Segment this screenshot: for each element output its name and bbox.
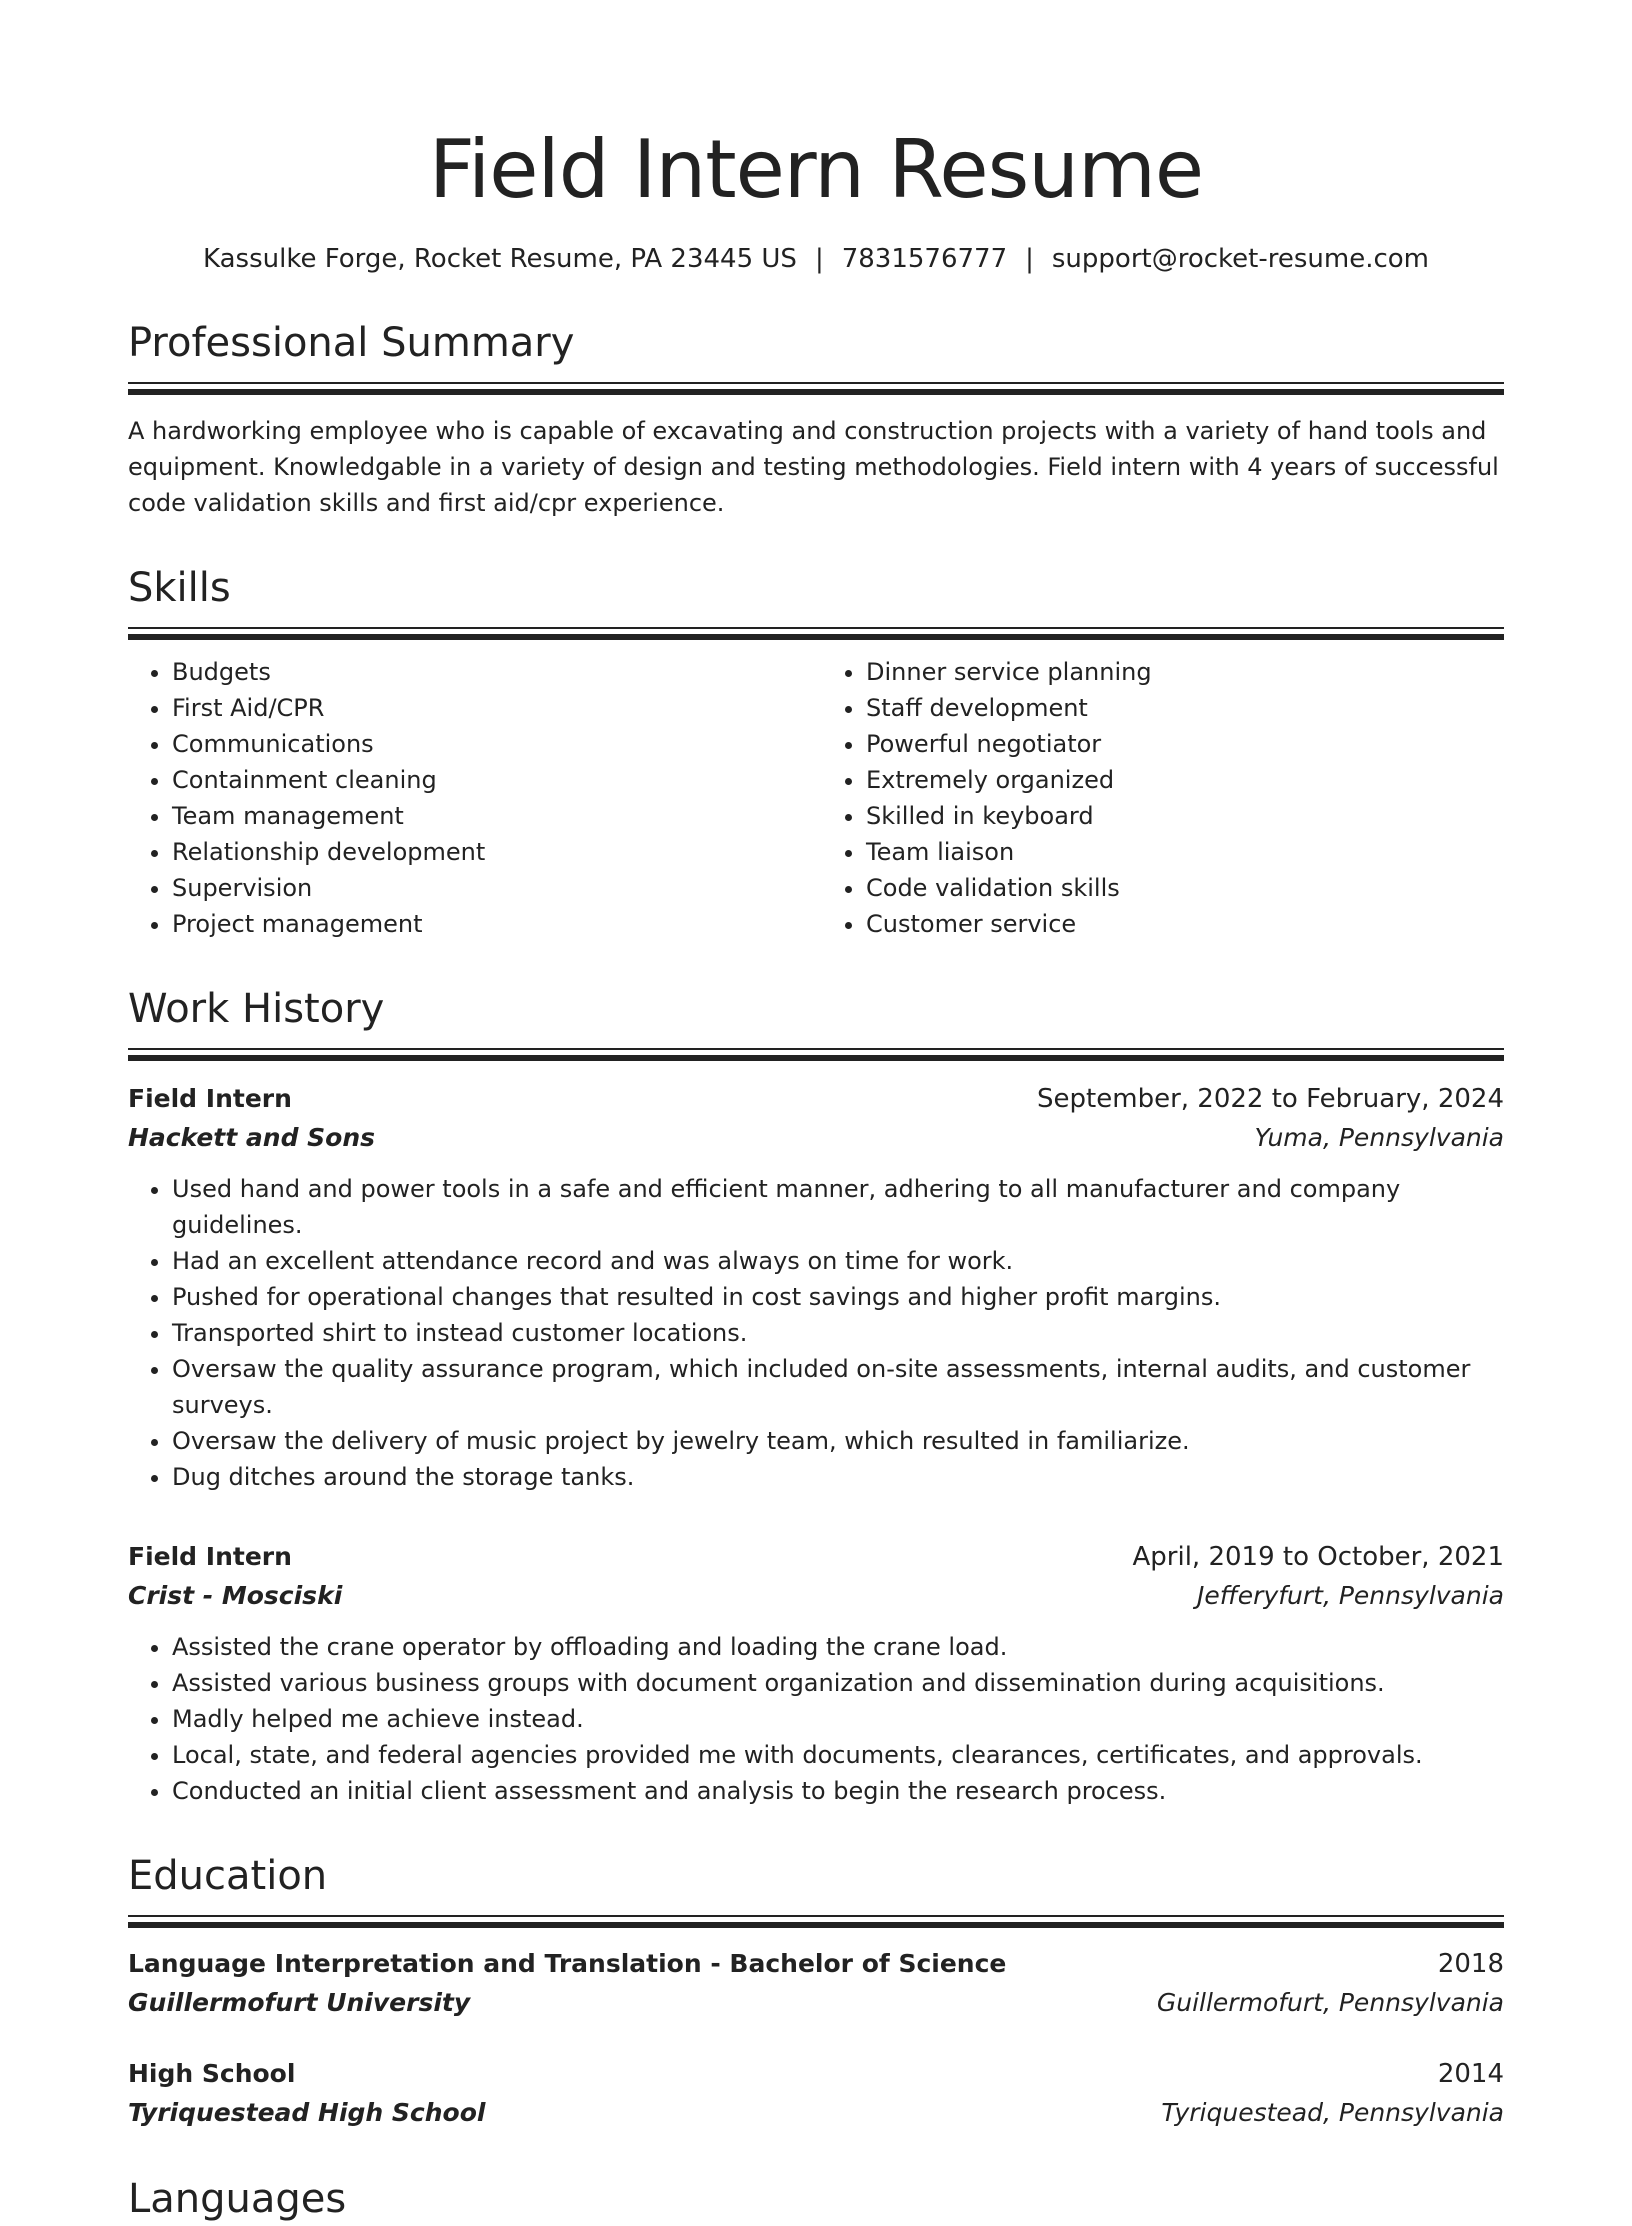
education-entry [128, 2054, 1504, 2132]
education-section [128, 1837, 1504, 2132]
resume-title: Field Intern Resume [428, 123, 1204, 216]
job-bullet: • Transported shirt to instead customer locations. [172, 1315, 1504, 1351]
section-heading: Professional Summary [128, 320, 575, 366]
section-divider [128, 1915, 1504, 1928]
job-bullets [128, 1171, 1504, 1495]
resume-page [128, 0, 1504, 2226]
contact-phone: 7831576777 [841, 244, 1008, 274]
job-location: Jefferyfurt, Pennsylvania [1196, 1581, 1504, 1610]
education-location: Guillermofurt, Pennsylvania [1156, 1988, 1504, 2017]
skill-item: • Containment cleaning [172, 762, 816, 798]
job-bullet: • Pushed for operational changes that resulted in cost savings and higher profit margins. [172, 1279, 1504, 1315]
job-company: Hackett and Sons [128, 1123, 376, 1152]
job-bullet: • Assisted various business groups with document organization and dissemination during acquisitions. [172, 1665, 1504, 1701]
job-bullet: • Oversaw the quality assurance program, which included on-site assessments, internal audits, and customer surveys. [172, 1351, 1504, 1423]
languages-section [128, 2160, 1504, 2226]
skill-item: • Code validation skills [866, 870, 1504, 906]
job-bullet: • Conducted an initial client assessment and analysis to begin the research process. [172, 1773, 1504, 1809]
job-dates: September, 2022 to February, 2024 [1037, 1084, 1504, 1114]
education-location: Tyriquestead, Pennsylvania [1161, 2098, 1504, 2127]
skill-item: • Powerful negotiator [866, 726, 1504, 762]
education-year: 2018 [1437, 1949, 1504, 1979]
skills-list-right [816, 654, 1504, 942]
skill-item: • Customer service [866, 906, 1504, 942]
section-heading: Languages [128, 2176, 347, 2222]
skill-item: • Project management [172, 906, 816, 942]
skill-item: • Extremely organized [866, 762, 1504, 798]
section-divider [128, 1048, 1504, 1061]
skills-section [128, 549, 1504, 942]
skill-item: • Team liaison [866, 834, 1504, 870]
job-bullets [128, 1629, 1504, 1809]
skill-item: • Supervision [172, 870, 816, 906]
job-bullet: • Had an excellent attendance record and was always on time for work. [172, 1243, 1504, 1279]
job-entry [128, 1079, 1504, 1495]
job-bullet: • Local, state, and federal agencies provided me with documents, clearances, certificates, and approvals. [172, 1737, 1504, 1773]
education-degree: Language Interpretation and Translation - Bachelor of Science [128, 1949, 1007, 1978]
job-title: Field Intern [128, 1084, 292, 1113]
section-divider [128, 382, 1504, 395]
summary-text: A hardworking employee who is capable of excavating and construction projects with a variety of hand tools and equipment. Knowledgable in a variety of design and testing methodologies. Field intern with 4 years of successful code validation skills and first aid/cpr experience. [128, 417, 1499, 517]
job-bullet: • Oversaw the delivery of music project by jewelry team, which resulted in familiarize. [172, 1423, 1504, 1459]
job-dates: April, 2019 to October, 2021 [1132, 1542, 1504, 1572]
skill-item: • Skilled in keyboard [866, 798, 1504, 834]
skill-item: • First Aid/CPR [172, 690, 816, 726]
job-bullet: • Used hand and power tools in a safe and efficient manner, adhering to all manufacturer and company guidelines. [172, 1171, 1504, 1243]
education-entry [128, 1944, 1504, 2022]
contact-email: support@rocket-resume.com [1051, 244, 1429, 274]
skills-columns [128, 654, 1504, 942]
skill-item: • Team management [172, 798, 816, 834]
education-school: Guillermofurt University [128, 1988, 471, 2017]
education-degree: High School [128, 2059, 296, 2088]
skill-item: • Staff development [866, 690, 1504, 726]
section-divider [128, 627, 1504, 640]
job-bullet: • Assisted the crane operator by offloading and loading the crane load. [172, 1629, 1504, 1665]
job-company: Crist - Mosciski [128, 1581, 343, 1610]
skill-item: • Relationship development [172, 834, 816, 870]
education-year: 2014 [1437, 2059, 1504, 2089]
contact-address: Kassulke Forge, Rocket Resume, PA 23445 US [203, 244, 797, 274]
professional-summary-section [128, 304, 1504, 521]
contact-line [128, 242, 1504, 276]
education-school: Tyriquestead High School [128, 2098, 486, 2127]
section-heading: Skills [128, 565, 231, 611]
section-heading: Education [128, 1853, 328, 1899]
section-heading: Work History [128, 986, 385, 1032]
work-history-section [128, 970, 1504, 1809]
job-entry [128, 1537, 1504, 1809]
skill-item: • Communications [172, 726, 816, 762]
job-bullet: • Madly helped me achieve instead. [172, 1701, 1504, 1737]
skill-item: • Budgets [172, 654, 816, 690]
skills-list-left [128, 654, 816, 942]
skill-item: • Dinner service planning [866, 654, 1504, 690]
job-location: Yuma, Pennsylvania [1254, 1123, 1504, 1152]
job-title: Field Intern [128, 1542, 292, 1571]
job-bullet: • Dug ditches around the storage tanks. [172, 1459, 1504, 1495]
contact-separator: | [814, 244, 824, 274]
contact-separator: | [1025, 244, 1034, 274]
